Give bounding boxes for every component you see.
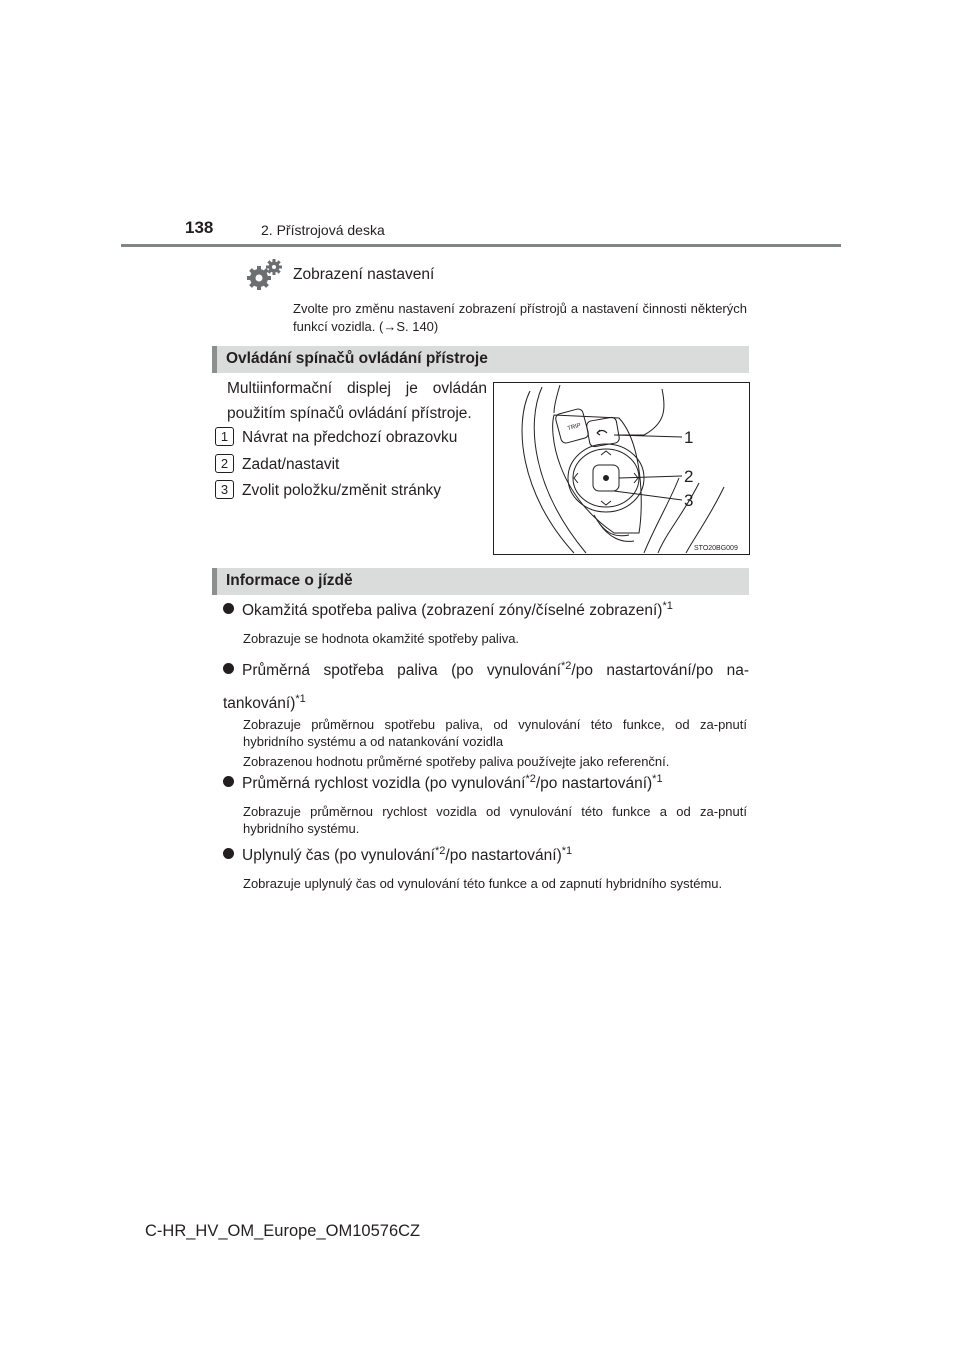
figure-code: STO20BG009 — [694, 545, 738, 552]
bullet-icon — [223, 603, 234, 614]
item-label: Návrat na předchozí obrazovku — [242, 429, 458, 446]
item-label: Zadat/nastavit — [242, 456, 340, 473]
item-title-part1: Uplynulý čas (po vynulování — [242, 847, 435, 864]
item-title-part2: /po nastartování) — [535, 775, 653, 792]
footnote-ref: *2 — [435, 845, 446, 857]
footnote-ref: *2 — [525, 773, 536, 785]
callout-3: 3 — [684, 491, 694, 510]
item-label: Zvolit položku/změnit stránky — [242, 482, 441, 499]
item-title-part1: Průměrná spotřeba paliva (po vynulování — [242, 662, 561, 679]
steering-switch-figure — [493, 382, 750, 555]
list-item — [215, 480, 441, 500]
section-heading-text: Ovládání spínačů ovládání přístroje — [226, 350, 488, 367]
item-title: Okamžitá spotřeba paliva (zobrazení zóny/číselné zobrazení) — [242, 602, 663, 619]
item-description: Zobrazuje průměrnou spotřebu paliva, od vynulování této funkce, od za-pnutí hybridního systému a od natankování vozidla — [243, 717, 747, 749]
footnote-ref: *1 — [561, 845, 573, 857]
item-number: 2 — [215, 454, 234, 473]
item-description: Zobrazuje se hodnota okamžité spotřeby paliva. — [243, 631, 520, 646]
item-number: 3 — [215, 480, 234, 499]
steering-switch-illustration — [494, 383, 749, 554]
footnote-ref: *1 — [652, 773, 663, 785]
gear-icon — [245, 258, 285, 294]
trip-info-item-elapsed-time — [223, 845, 572, 865]
trip-info-item-avg-fuel — [223, 652, 749, 718]
trip-info-item-avg-speed — [223, 773, 663, 793]
settings-title: Zobrazení nastavení — [293, 266, 435, 283]
item-title-part1: Průměrná rychlost vozidla (po vynulování — [242, 775, 526, 792]
item-title-part2: /po nastartování) — [445, 847, 562, 864]
bullet-icon — [223, 776, 234, 787]
controls-intro: Multiinformační displej je ovládán použitím spínačů ovládání přístroje. — [227, 380, 487, 422]
chapter-title: 2. Přístrojová deska — [261, 222, 385, 238]
section-heading-trip-info — [212, 568, 749, 595]
settings-description: Zvolte pro změnu nastavení zobrazení přístrojů a nastavení činnosti některých funkcí vozidla. (→S. 140) — [293, 301, 747, 334]
list-item — [215, 454, 339, 474]
item-description: Zobrazuje průměrnou rychlost vozidla od vynulování této funkce a od za-pnutí hybridního systému. — [243, 804, 747, 836]
footnote-ref: *1 — [662, 600, 673, 612]
item-description: Zobrazuje uplynulý čas od vynulování této funkce a od zapnutí hybridního systému. — [243, 876, 723, 891]
trip-info-item-instant-fuel — [223, 600, 673, 620]
bullet-icon — [223, 663, 234, 674]
item-title-part2: /po nastartování/po na-tankování) — [223, 662, 749, 712]
footnote-ref: *1 — [295, 693, 306, 705]
bullet-icon — [223, 848, 234, 859]
section-heading-controls — [212, 346, 749, 373]
section-heading-text: Informace o jízdě — [226, 572, 353, 589]
footnote-ref: *2 — [560, 660, 572, 672]
document-id: C-HR_HV_OM_Europe_OM10576CZ — [145, 1222, 421, 1240]
item-number: 1 — [215, 427, 234, 446]
callout-2: 2 — [684, 467, 694, 486]
page-number: 138 — [185, 218, 214, 237]
callout-1: 1 — [684, 428, 694, 447]
trip-button-label: TRIP — [566, 422, 582, 433]
item-description: Zobrazenou hodnotu průměrné spotřeby paliva používejte jako referenční. — [243, 754, 670, 769]
list-item — [215, 427, 457, 447]
header-rule — [121, 244, 841, 247]
